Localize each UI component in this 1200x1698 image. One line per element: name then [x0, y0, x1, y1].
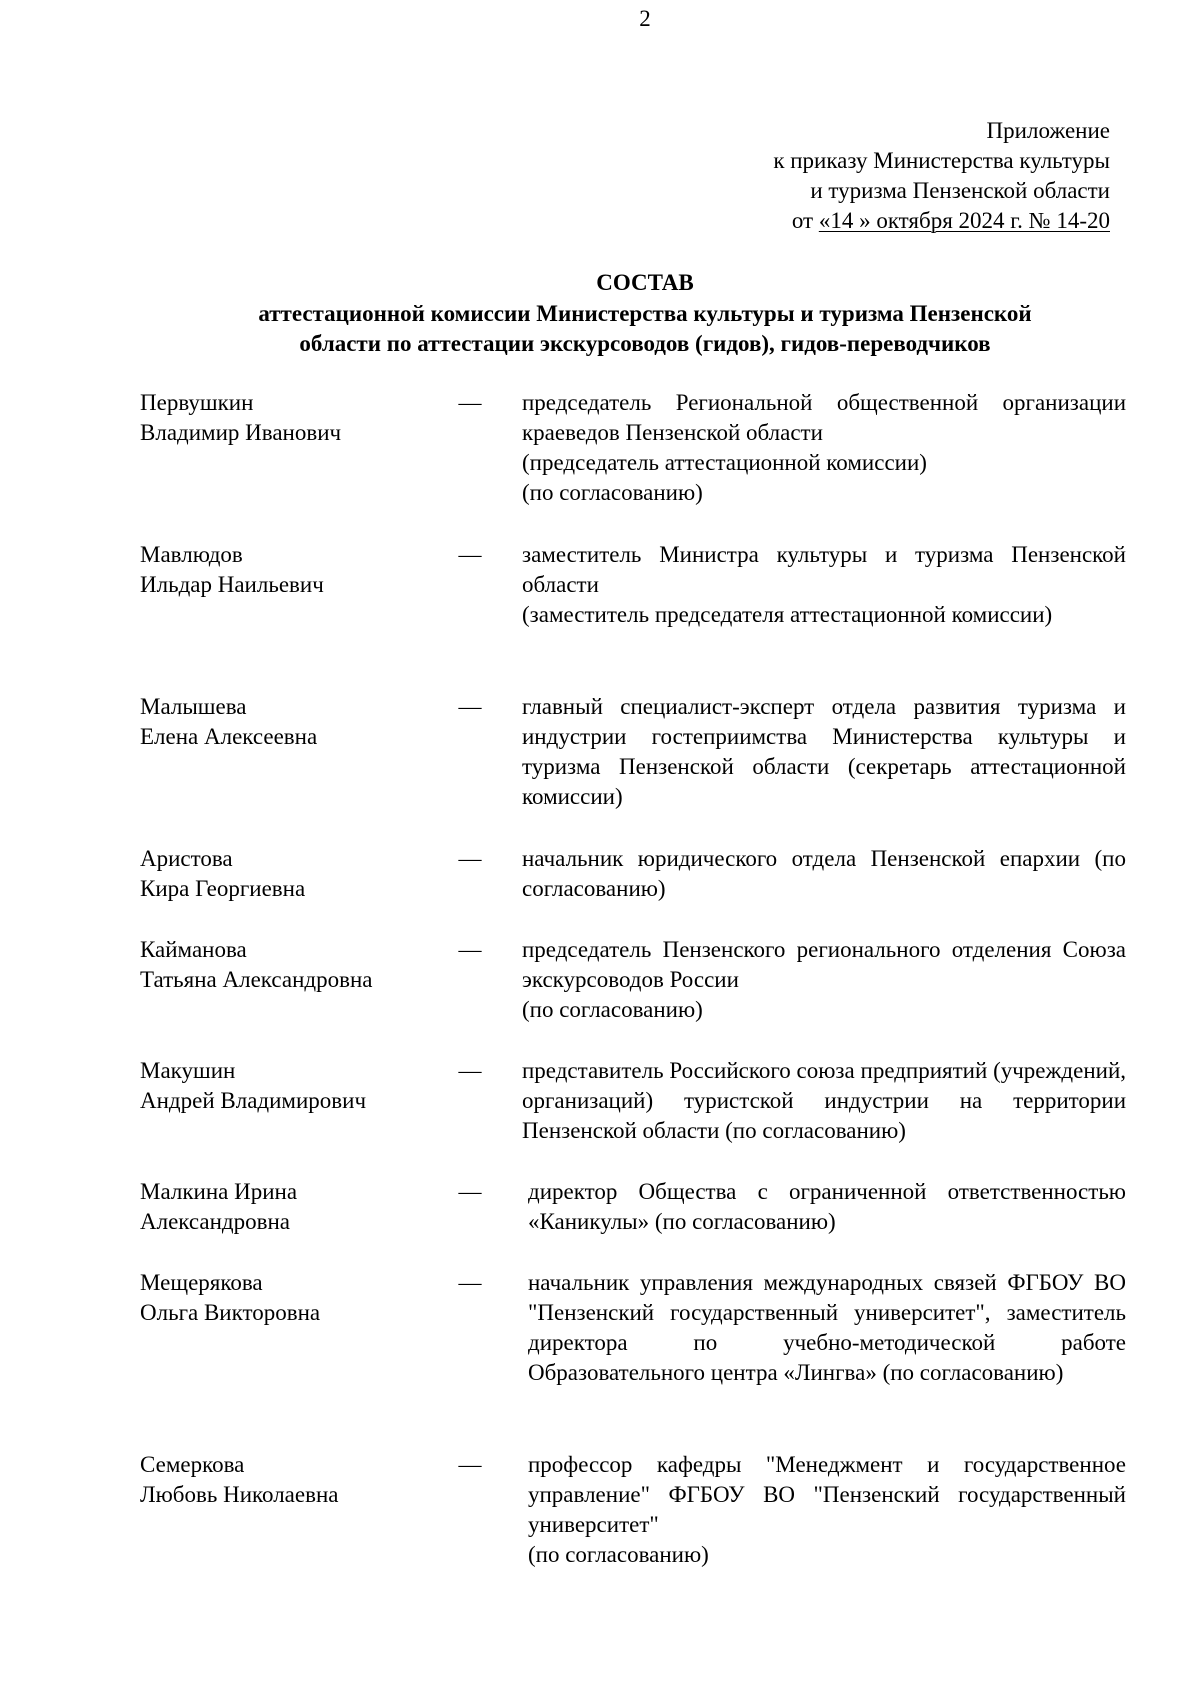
- member-description-paragraph: начальник управления международных связей ФГБОУ ВО "Пензенский государственный университет", заместитель директора по учебно-методической работе Образовательного центра «Лингва» (по согласованию): [528, 1270, 1126, 1385]
- member-surname: Кайманова: [140, 937, 247, 962]
- appendix-line-4: [590, 206, 1110, 236]
- member-name: [140, 540, 440, 600]
- member-description-paragraph: начальник юридического отдела Пензенской епархии (по согласованию): [522, 846, 1126, 901]
- title-subtitle-line-2: области по аттестации экскурсоводов (гидов), гидов-переводчиков: [299, 331, 991, 356]
- member-given-names: Владимир Иванович: [140, 420, 342, 445]
- member-description: [522, 540, 1126, 630]
- member-description: [528, 1450, 1126, 1570]
- member-dash: —: [458, 1179, 482, 1204]
- member-given-names: Андрей Владимирович: [140, 1088, 367, 1113]
- appendix-line-2: к приказу Министерства культуры: [773, 148, 1110, 173]
- member-description: [522, 388, 1126, 508]
- title-subtitle-line-1: аттестационной комиссии Министерства культуры и туризма Пензенской: [258, 301, 1032, 326]
- member-surname: Семеркова: [140, 1452, 245, 1477]
- member-name: [140, 1450, 440, 1510]
- member-dash: —: [458, 542, 482, 567]
- appendix-line-1: Приложение: [986, 118, 1110, 143]
- member-description-paragraph: (председатель аттестационной комиссии): [522, 450, 927, 475]
- member-surname: Аристова: [140, 846, 233, 871]
- member-dash: —: [458, 390, 482, 415]
- member-name: [140, 1177, 440, 1237]
- member-dash: —: [458, 1058, 482, 1083]
- member-description: [522, 692, 1126, 812]
- member-given-names: Ольга Викторовна: [140, 1300, 321, 1325]
- member-dash: —: [458, 937, 482, 962]
- member-given-names: Александровна: [140, 1209, 290, 1234]
- member-description-paragraph: представитель Российского союза предприятий (учреждений, организаций) туристской индустрии на территории Пензенской области (по согласованию): [522, 1058, 1126, 1143]
- member-surname: Первушкин: [140, 390, 254, 415]
- member-given-names: Любовь Николаевна: [140, 1482, 339, 1507]
- member-description-paragraph: председатель Региональной общественной организации краеведов Пензенской области: [522, 390, 1126, 445]
- member-description: [528, 1268, 1126, 1388]
- member-dash: —: [458, 1452, 482, 1477]
- member-name: [140, 935, 440, 995]
- member-name: [140, 844, 440, 904]
- title-main: СОСТАВ: [596, 270, 694, 295]
- appendix-block: [590, 116, 1110, 236]
- page-number: 2: [639, 6, 651, 31]
- member-description-paragraph: профессор кафедры "Менеджмент и государственное управление" ФГБОУ ВО "Пензенский государственный университет": [528, 1452, 1126, 1537]
- member-description-paragraph: заместитель Министра культуры и туризма Пензенской области: [522, 542, 1126, 597]
- member-surname: Мавлюдов: [140, 542, 243, 567]
- member-given-names: Елена Алексеевна: [140, 724, 318, 749]
- member-description: [522, 1056, 1126, 1146]
- member-name: [140, 1056, 440, 1116]
- member-surname: Малкина Ирина: [140, 1179, 298, 1204]
- member-surname: Мещерякова: [140, 1270, 263, 1295]
- member-description-paragraph: председатель Пензенского регионального отделения Союза экскурсоводов России: [522, 937, 1126, 992]
- member-description-paragraph: главный специалист-эксперт отдела развития туризма и индустрии гостеприимства Министерства культуры и туризма Пензенской области (секретарь аттестационной комиссии): [522, 694, 1126, 809]
- member-description: [522, 844, 1126, 904]
- member-description-paragraph: (по согласованию): [522, 997, 703, 1022]
- member-surname: Макушин: [140, 1058, 236, 1083]
- member-name: [140, 388, 440, 448]
- appendix-order-prefix: от: [791, 208, 819, 233]
- member-description-paragraph: директор Общества с ограниченной ответственностью «Каникулы» (по согласованию): [528, 1179, 1126, 1234]
- member-dash: —: [458, 1270, 482, 1295]
- member-description-paragraph: (по согласованию): [528, 1542, 709, 1567]
- member-description-paragraph: (заместитель председателя аттестационной комиссии): [522, 602, 1053, 627]
- member-given-names: Татьяна Александровна: [140, 967, 373, 992]
- member-dash: —: [458, 694, 482, 719]
- member-description-paragraph: (по согласованию): [522, 480, 703, 505]
- member-description: [522, 935, 1126, 1025]
- appendix-line-3: и туризма Пензенской области: [810, 178, 1110, 203]
- member-given-names: Кира Георгиевна: [140, 876, 306, 901]
- member-surname: Малышева: [140, 694, 247, 719]
- member-given-names: Ильдар Наильевич: [140, 572, 324, 597]
- member-name: [140, 1268, 440, 1328]
- member-name: [140, 692, 440, 752]
- member-dash: —: [458, 846, 482, 871]
- document-title: [140, 268, 1150, 359]
- member-description: [528, 1177, 1126, 1237]
- appendix-order-date-number: «14 » октября 2024 г. № 14-20: [818, 208, 1110, 233]
